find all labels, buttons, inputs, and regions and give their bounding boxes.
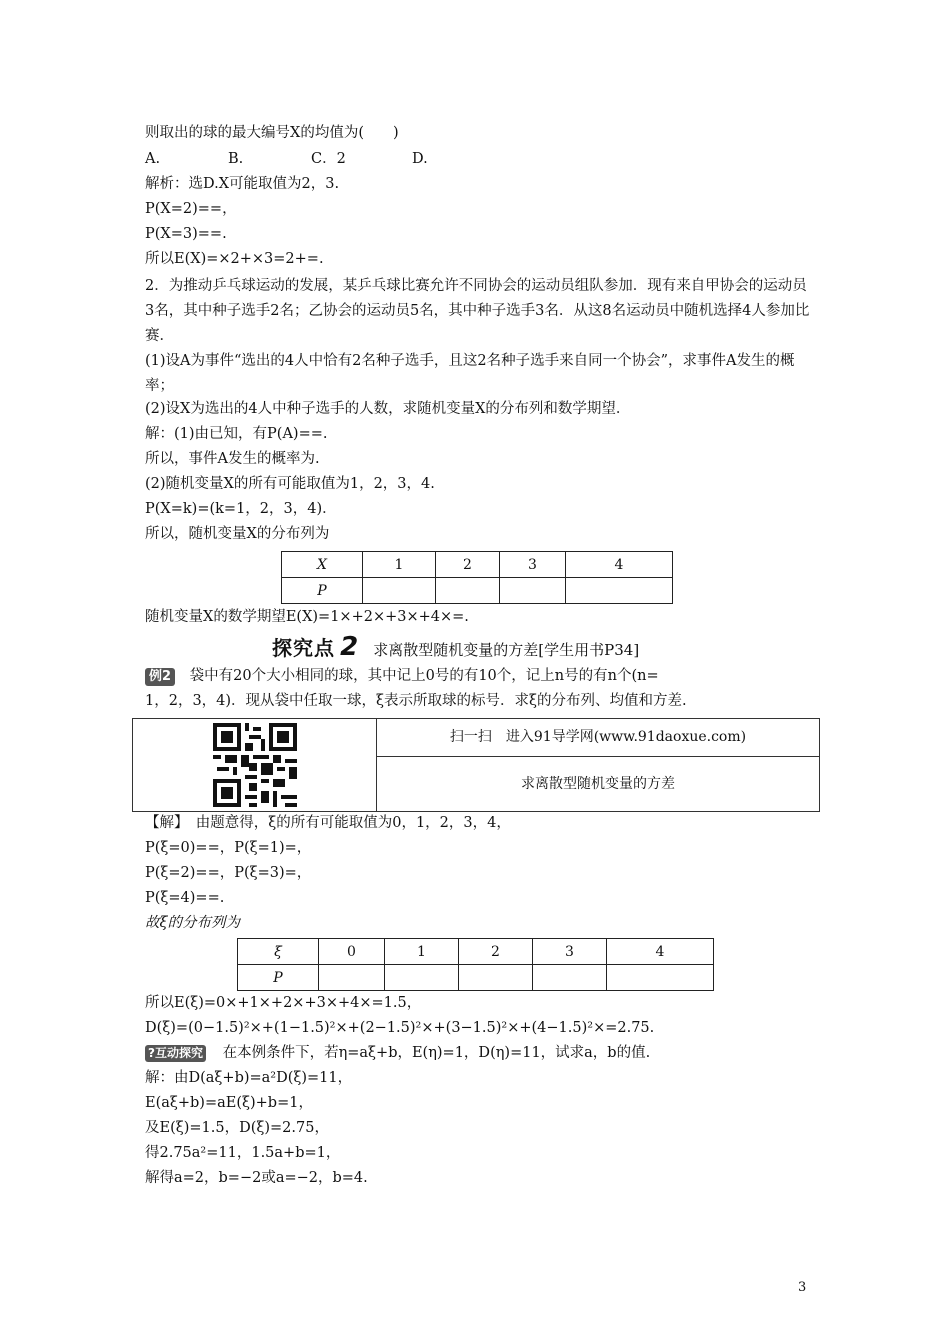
table-cell: P [282, 578, 363, 604]
table-cell: ξ [238, 939, 319, 965]
solution-line: 所以，随机变量X的分布列为 [145, 526, 330, 542]
section-heading [272, 632, 639, 662]
prob-line: P(ξ=4)==. [145, 890, 225, 906]
interactive-line [145, 1043, 650, 1063]
option-c: C．2 [311, 151, 346, 167]
expectation-line: 所以E(X)=×2+×3=2+=. [145, 251, 324, 267]
table-cell [319, 965, 385, 991]
variance-line: D(ξ)=(0−1.5)²×+(1−1.5)²×+(2−1.5)²×+(3−1.5)²×+(4−1.5)²×=2.75. [145, 1020, 655, 1036]
interactive-text: 在本例条件下，若η=aξ+b，E(η)=1，D(η)=11，试求a，b的值. [222, 1045, 651, 1061]
table-cell [533, 965, 607, 991]
table-cell: X [282, 552, 363, 578]
table-cell [385, 965, 459, 991]
distribution-table-xi [237, 938, 714, 991]
example-line [145, 666, 659, 686]
table-row [238, 965, 714, 991]
analysis-line: 解析：选D.X可能取值为2，3. [145, 176, 340, 192]
table-cell [436, 578, 500, 604]
scan-instruction: 扫一扫 进入91导学网(www.91daoxue.com) [449, 729, 747, 745]
solution-line: 【解】 由题意得，ξ的所有可能取值为0，1，2，3，4， [145, 815, 511, 831]
table-row [282, 578, 673, 604]
table-cell [566, 578, 673, 604]
table-cell: 4 [566, 552, 673, 578]
option-d: D. [412, 151, 428, 167]
table-cell [363, 578, 436, 604]
solution-line: 解得a=2，b=−2或a=−2，b=4. [145, 1170, 368, 1186]
table-cell [607, 965, 714, 991]
table-row [282, 552, 673, 578]
section-number: 2 [340, 632, 359, 662]
interactive-badge: ?互动探究 [145, 1045, 206, 1062]
table-cell: 3 [500, 552, 566, 578]
table-cell: 0 [319, 939, 385, 965]
prob-line: P(ξ=2)==，P(ξ=3)=， [145, 865, 312, 881]
table-cell [459, 965, 533, 991]
solution-line: (2)随机变量X的所有可能取值为1，2，3，4. [145, 476, 435, 492]
solution-line: 解：由D(aξ+b)=a²D(ξ)=11， [145, 1070, 353, 1086]
qr-code-icon[interactable] [213, 723, 297, 807]
options-row [145, 149, 428, 169]
table-row [238, 939, 714, 965]
prob-line: P(X=2)==， [145, 201, 237, 217]
table-cell: 3 [533, 939, 607, 965]
option-b: B. [228, 151, 244, 167]
example-text: 袋中有20个大小相同的球，其中记上0号的有10个，记上n号的有n个(n= [189, 668, 659, 684]
distribution-intro: 故ξ的分布列为 [145, 915, 240, 931]
table-cell: 1 [363, 552, 436, 578]
example-text-cont: 1，2，3，4)．现从袋中任取一球，ξ表示所取球的标号．求ξ的分布列、均值和方差. [145, 693, 687, 709]
option-a: A. [145, 151, 161, 167]
qr-code-panel [132, 718, 820, 812]
solution-line: 所以，事件A发生的概率为. [145, 451, 320, 467]
distribution-table-x [281, 551, 673, 604]
solution-line: P(X=k)=(k=1，2，3，4)． [145, 501, 337, 517]
prob-line: P(ξ=0)==，P(ξ=1)=， [145, 840, 312, 856]
solution-line: 及E(ξ)=1.5，D(ξ)=2.75， [145, 1120, 329, 1136]
problem-2-text: 2．为推动乒乓球运动的发展，某乒乓球比赛允许不同协会的运动员组队参加．现有来自甲协会的运动员3名，其中种子选手2名；乙协会的运动员5名，其中种子选手3名．从这8名运动员中随机选择4人参加比赛． [145, 278, 810, 344]
example-badge: 例2 [145, 668, 175, 686]
table-cell: 4 [607, 939, 714, 965]
page-number: 3 [798, 1280, 807, 1295]
table-cell [500, 578, 566, 604]
prob-line: P(X=3)==. [145, 226, 227, 242]
problem-2-part2: (2)设X为选出的4人中种子选手的人数，求随机变量X的分布列和数学期望． [145, 401, 631, 417]
solution-line: 解：(1)由已知，有P(A)==. [145, 426, 328, 442]
solution-line: 得2.75a²=11，1.5a+b=1， [145, 1145, 341, 1161]
table-cell: 2 [459, 939, 533, 965]
question-stem: 则取出的球的最大编号X的均值为( ) [145, 125, 399, 141]
expectation-line: 所以E(ξ)=0×+1×+2×+3×+4×=1.5， [145, 995, 422, 1011]
table-cell: 1 [385, 939, 459, 965]
expectation-line: 随机变量X的数学期望E(X)=1×+2×+3×+4×=. [145, 609, 469, 625]
section-title: 求离散型随机变量的方差[学生用书P34] [373, 641, 640, 659]
qr-label: 求离散型随机变量的方差 [521, 776, 675, 792]
problem-2-part1: (1)设A为事件“选出的4人中恰有2名种子选手，且这2名种子选手来自同一个协会”，求事件A发生的概率； [145, 353, 795, 394]
solution-line: E(aξ+b)=aE(ξ)+b=1， [145, 1095, 313, 1111]
table-cell: 2 [436, 552, 500, 578]
table-cell: P [238, 965, 319, 991]
section-label: 探究点 [272, 636, 335, 660]
